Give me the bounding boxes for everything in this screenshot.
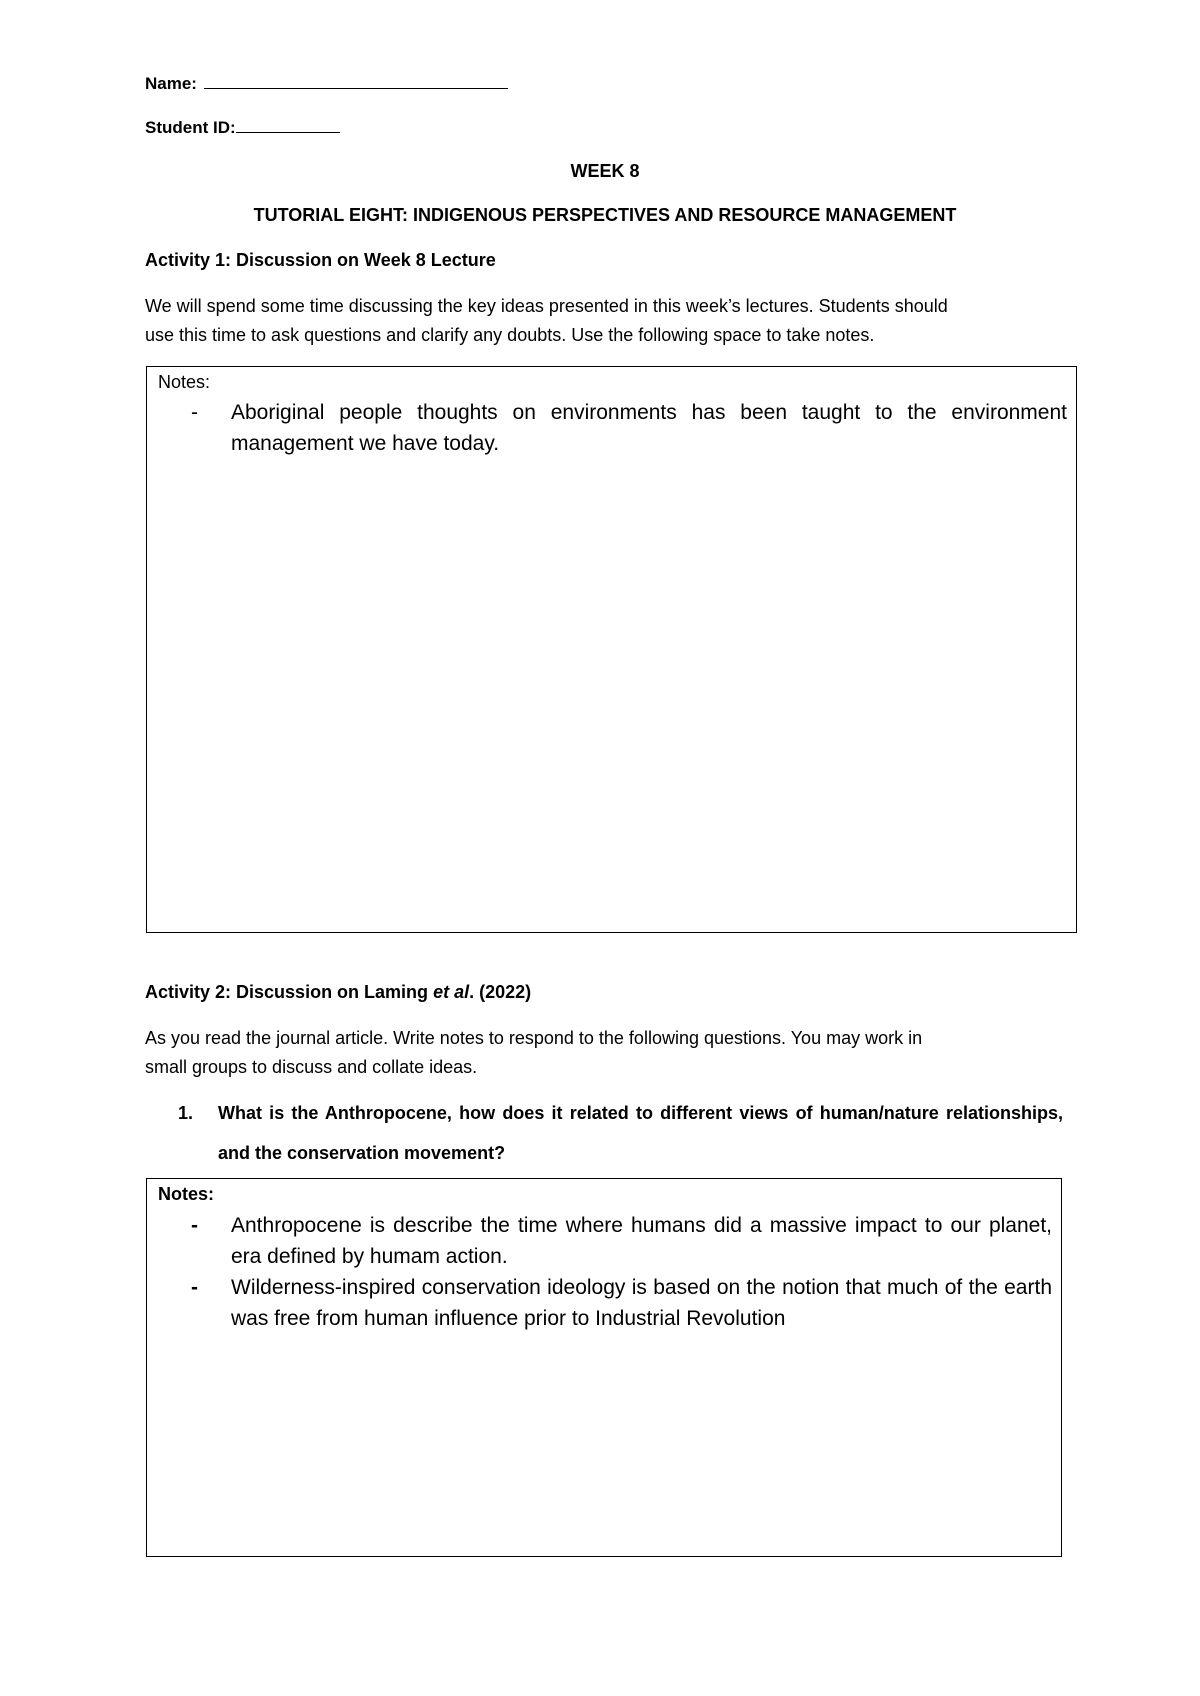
activity2-notes-box[interactable]: [146, 1178, 1062, 1557]
activity2-instructions-line2: small groups to discuss and collate ideas.: [145, 1057, 478, 1077]
activity1-note-item: [191, 397, 1067, 459]
activity1-note-text: Aboriginal people thoughts on environments has been taught to the environment management we have today.: [231, 401, 1067, 455]
name-blank-line: [204, 73, 508, 89]
activity2-title-prefix: Activity 2: Discussion on Laming: [145, 982, 434, 1002]
week-heading: WEEK 8: [570, 161, 640, 181]
question-text: What is the Anthropocene, how does it related to different views of human/nature relationships, and the conservation movement?: [218, 1103, 1063, 1163]
activity2-note-text: Anthropocene is describe the time where humans did a massive impact to our planet, era defined by humam action.: [231, 1214, 1052, 1268]
student-id-field: [145, 117, 340, 138]
activity1-notes-label: Notes:: [158, 372, 211, 392]
bullet-dash: -: [191, 1214, 198, 1237]
name-label: Name:: [145, 74, 197, 93]
bullet-dash: -: [191, 401, 198, 424]
activity2-note-item: [191, 1272, 1052, 1334]
activity1-instructions-line2: use this time to ask questions and clarify any doubts. Use the following space to take notes.: [145, 325, 875, 345]
activity1-notes-list: [191, 397, 1067, 459]
activity2-title: [145, 982, 531, 1003]
activity2-note-item: [191, 1210, 1052, 1272]
activity2-notes-list: [191, 1210, 1052, 1334]
bullet-dash: -: [191, 1276, 198, 1299]
activity1-notes-box[interactable]: [146, 366, 1077, 933]
activity2-title-suffix: . (2022): [469, 982, 532, 1002]
activity1-title: Activity 1: Discussion on Week 8 Lecture: [145, 250, 496, 270]
student-id-label: Student ID:: [145, 118, 236, 137]
activity2-notes-label: Notes:: [158, 1184, 215, 1204]
activity2-note-text: Wilderness-inspired conservation ideology is based on the notion that much of the earth was free from human influence prior to Industrial Revolution: [231, 1276, 1052, 1330]
question-number: 1.: [178, 1103, 194, 1123]
student-id-blank-line: [236, 117, 340, 133]
activity1-instructions-line1: We will spend some time discussing the key ideas presented in this week’s lectures. Students should: [145, 296, 948, 316]
tutorial-title: TUTORIAL EIGHT: INDIGENOUS PERSPECTIVES AND RESOURCE MANAGEMENT: [253, 205, 957, 225]
activity2-instructions: [145, 1024, 1065, 1082]
question-1: [178, 1093, 1063, 1173]
name-field: [145, 73, 508, 94]
activity2-instructions-line1: As you read the journal article. Write notes to respond to the following questions. You may work in: [145, 1028, 923, 1048]
activity1-instructions: [145, 292, 1065, 350]
activity2-title-italic: et al: [433, 982, 470, 1002]
